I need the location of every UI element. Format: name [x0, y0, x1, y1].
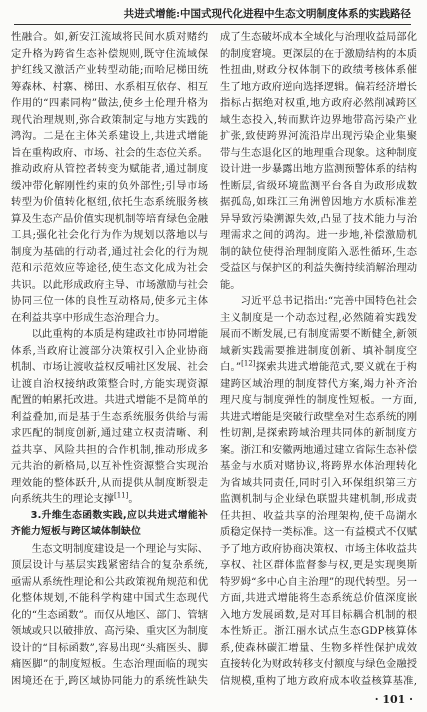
running-header	[14, 7, 411, 25]
section-subheading: 3.升维生态函数实践,应以共进式增能补齐能力短板与跨区域体制缺位	[11, 509, 208, 537]
citation-12: [12]	[241, 359, 256, 368]
left-paragraph-2-text: 以此重构的本质是构建政社市协同增能体系,当政府让渡部分决策权引入企业协商机制、市场让渡收益权反哺社区发展、社会让渡自治权接纳政策整合时,方能实现资源配置的帕累托改进。共进式增能不是简单的利益叠加,而是基于生态系统服务供给与需求匹配的制度创新,通过建立权责清晰、利益共享、风险共担的合作机制,推动形成多元共治的新格局,以互补性资源整合实现治理效能的整体跃升,从而提供从制度断裂走向系统共生的理论支撑	[11, 328, 208, 505]
left-paragraph-2	[11, 326, 208, 508]
left-paragraph-1: 性融合。如,新安江流域将民间水质对赌约定升格为跨省生态补偿规则,既守住流域保护红线又激活产业转型动能;而哈尼梯田统筹森林、村寨、梯田、水系相互依存、相互作用的“四素同构”做法,使乡土伦理升格为现代治理规则,弥合政策制定与地方实践的鸿沟。二是在主体关系建设上,共进式增能旨在重构政府、市场、社会的生态位关系。推动政府从管控者转变为赋能者,通过制度缓冲带化解刚性约束的负外部性;引导市场转型为价值转化枢纽,依托生态系统服务核算及生态产品价值实现机制等培育绿色金融工具;强化社会化行为作为规划以落地以与制度为基础的行动者,通过社会化的行为规范和示范效应等途径,使生态文化成为社会共识。以此形成政府主导、市场激励与社会协同三位一体的良性互动格局,使多元主体在利益共享中形成生态治理合力。	[11, 31, 208, 324]
running-title: 共进式增能:中国式现代化进程中生态文明制度体系的实践路径	[123, 8, 411, 20]
left-column	[11, 29, 208, 689]
citation-11: [11]	[113, 491, 129, 500]
page-number: · 101 ·	[374, 693, 413, 706]
left-paragraph-3: 生态文明制度建设是一个理论与实际、顶层设计与基层实践紧密结合的复杂系统,亟需从系统性理论和公共政策视角规范和优化整体规划,不能科学构建中国式生态现代化的“生态函数”。而仅从地区、部门、管辖领域或只以破排放、高污染、重灾区为制度设计的“目标函数”,容易出现“头痛医头、脚痛医脚”的制度短板。生态治理面临的现实困境还在于,跨区域协同能力的系统性缺失	[11, 542, 208, 687]
right-paragraph-2-text: 探索共进式增能范式,要义就在于构建跨区域治理的制度替代方案,竭力补齐治理尺度与制度弹性的制度性短板。一方面,共进式增能是突破行政壁垒对生态系统的刚性切割,是探索跨域治理共同体的新制度方案。浙江和安徽两地通过建立省际生态补偿基金与水质对赌协议,将跨界水体治理转化为省域共同责任,同时引入环保组织第三方监测机制与企业绿色联盟共建机制,形成责任共担、收益共享的治理架构,使千岛湖水质稳定保持一类标准。这一有益模式不仅赋予了地方政府协商决策权、市场主体收益共享权、社区群体监督参与权,更是实现奥斯特罗姆“多中心自主治理”的现代转型。另一方面,共进式增能将生态系统总价值深度嵌入地方发展函数,是对耳目标耦合机制的根本性矫正。浙江丽水试点生态GDP核算体系,使森林碳汇增量、生物多样性保护成效直接转化为财政转移支付额度与绿色金融授信规模,重构了地方政府成本收益核算基准,	[220, 361, 417, 687]
right-column	[220, 29, 417, 689]
right-paragraph-2	[220, 293, 417, 689]
right-paragraph-2-quote: 习近平总书记指出:“完善中国特色社会主义制度是一个动态过程,必然随着实践发展而不断发展,已有制度需要不断健全,新领域新实践需要推进制度创新、填补制度空白。”	[220, 295, 417, 373]
right-paragraph-1: 成了生态破坏成本全域化与治理收益局部化的制度窘境。更深层的在于激励结构的本质性扭曲,财政分权体制下的政绩考核体系催生了地方政府逆向选择逻辑。偏若经济增长指标占据绝对权重,地方政府必然削减跨区域生态投入,转而默许边界地带高污染产业扩张,致使跨界河流沿岸出现污染企业集聚带与生态退化区的地理重合现象。这种制度设计进一步暴露出地方监测预警体系的结构性断层,省级环境监测平台各自为政形成数据孤岛,如珠江三角洲曾因地方水质标准差异导致污染溯源失效,凸显了技术能力与治理需求之间的鸿沟。进一步地,补偿激励机制的缺位使得治理制度陷入恶性循环,生态受益区与保护区的利益失衡持续消解治理动能。	[220, 31, 417, 291]
left-paragraph-2-end: 。	[128, 493, 139, 505]
